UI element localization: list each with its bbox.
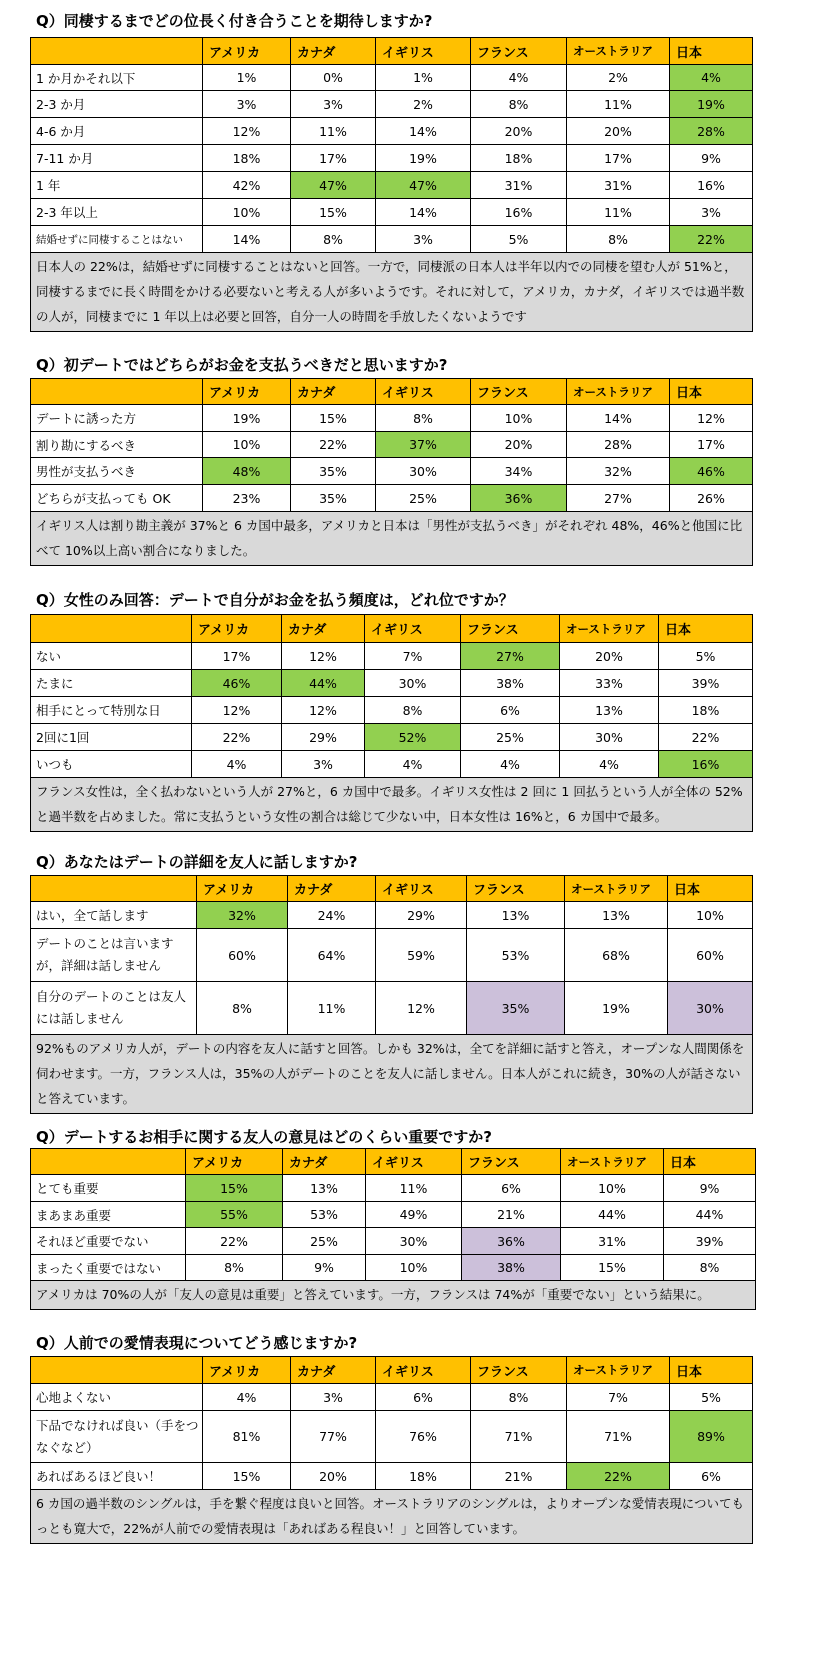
col-japan: 日本 xyxy=(670,1357,753,1384)
cell: 71% xyxy=(471,1411,567,1463)
cell: 16% xyxy=(670,172,753,199)
col-usa: アメリカ xyxy=(192,615,282,643)
header-corner xyxy=(31,876,197,902)
row-label: どちらが支払っても OK xyxy=(31,485,203,512)
col-canada: カナダ xyxy=(282,615,365,643)
question-title: Q）初デートではどちらがお金を支払うべきだと思いますか? xyxy=(36,356,448,374)
cell: 44% xyxy=(561,1202,664,1228)
cell: 12% xyxy=(192,697,282,724)
table-row xyxy=(31,145,753,172)
commentary-text: 92%ものアメリカ人が，デートの内容を友人に話すと回答。しかも 32%は，全てを詳細に話すと答え，オープンな人間関係を伺わせます。一方，フランス人は，35%の人がデートのことを友人に話しません。日本人がこれに続き，30%の人が話さないと答えています。 xyxy=(31,1035,753,1114)
cell: 25% xyxy=(461,724,560,751)
col-uk: イギリス xyxy=(376,379,471,405)
commentary-text: イギリス人は割り勘主義が 37%と 6 カ国中最多，アメリカと日本は「男性が支払うべき」がそれぞれ 48%，46%と他国に比べて 10%以上高い割合になりました。 xyxy=(31,512,753,566)
row-label: まったく重要ではない xyxy=(31,1255,186,1281)
cell: 53% xyxy=(467,929,565,982)
cell: 17% xyxy=(291,145,376,172)
cell: 10% xyxy=(471,405,567,432)
cell: 42% xyxy=(203,172,291,199)
cell-highlight: 37% xyxy=(376,432,471,458)
col-france: フランス xyxy=(467,876,565,902)
cell: 76% xyxy=(376,1411,471,1463)
table-row xyxy=(31,902,753,929)
cell: 39% xyxy=(659,670,753,697)
header-corner xyxy=(31,379,203,405)
commentary-text: アメリカは 70%の人が「友人の意見は重要」と答えています。一方，フランスは 74%が「重要でない」という結果に。 xyxy=(31,1281,756,1310)
row-label: 相手にとって特別な日 xyxy=(31,697,192,724)
cell-highlight: 46% xyxy=(670,458,753,485)
cell: 12% xyxy=(670,405,753,432)
col-canada: カナダ xyxy=(291,1357,376,1384)
cell: 6% xyxy=(461,697,560,724)
cell: 9% xyxy=(670,145,753,172)
cell: 10% xyxy=(366,1255,462,1281)
cell: 23% xyxy=(203,485,291,512)
cell: 19% xyxy=(376,145,471,172)
header-corner xyxy=(31,1357,203,1384)
cell-highlight: 89% xyxy=(670,1411,753,1463)
col-uk: イギリス xyxy=(376,876,467,902)
header-row xyxy=(31,379,753,405)
survey-table xyxy=(30,614,753,832)
header-row xyxy=(31,615,753,643)
cell: 22% xyxy=(186,1228,283,1255)
table-row xyxy=(31,1202,756,1228)
question-title: Q）同棲するまでどの位長く付き合うことを期待しますか? xyxy=(36,12,433,30)
col-usa: アメリカ xyxy=(203,379,291,405)
cell: 30% xyxy=(560,724,659,751)
cell: 60% xyxy=(668,929,753,982)
note-row xyxy=(31,1281,756,1310)
row-label: 男性が支払うべき xyxy=(31,458,203,485)
cell: 30% xyxy=(366,1228,462,1255)
cell: 2% xyxy=(567,65,670,91)
cell: 5% xyxy=(670,1384,753,1411)
cell: 1% xyxy=(203,65,291,91)
cell: 19% xyxy=(203,405,291,432)
cell: 5% xyxy=(659,643,753,670)
cell: 4% xyxy=(560,751,659,778)
col-japan: 日本 xyxy=(670,379,753,405)
cell-highlight: 22% xyxy=(670,226,753,253)
cell: 4% xyxy=(461,751,560,778)
cell: 25% xyxy=(376,485,471,512)
row-label: 2回に1回 xyxy=(31,724,192,751)
row-label: 下品でなければ良い（手をつなぐなど） xyxy=(31,1411,203,1463)
cell: 13% xyxy=(560,697,659,724)
row-label: たまに xyxy=(31,670,192,697)
cell-highlight: 36% xyxy=(462,1228,561,1255)
question-title: Q）女性のみ回答：デートで自分がお金を払う頻度は，どれ位ですか？ xyxy=(36,591,514,609)
cell: 14% xyxy=(376,199,471,226)
cell-highlight: 47% xyxy=(291,172,376,199)
cell: 60% xyxy=(197,929,288,982)
cell: 39% xyxy=(664,1228,756,1255)
row-label: あればあるほど良い！ xyxy=(31,1463,203,1490)
cell: 6% xyxy=(462,1175,561,1202)
cell: 34% xyxy=(471,458,567,485)
col-france: フランス xyxy=(471,379,567,405)
cell: 4% xyxy=(203,1384,291,1411)
col-uk: イギリス xyxy=(366,1149,462,1175)
col-france: フランス xyxy=(471,38,567,65)
cell: 14% xyxy=(567,405,670,432)
cell: 10% xyxy=(203,432,291,458)
cell: 22% xyxy=(291,432,376,458)
cell-highlight: 55% xyxy=(186,1202,283,1228)
row-label: デートに誘った方 xyxy=(31,405,203,432)
col-usa: アメリカ xyxy=(197,876,288,902)
cell: 8% xyxy=(365,697,461,724)
row-label: まあまあ重要 xyxy=(31,1202,186,1228)
cell: 44% xyxy=(664,1202,756,1228)
survey-table xyxy=(30,1148,756,1310)
commentary-text: 6 カ国の過半数のシングルは，手を繋ぐ程度は良いと回答。オーストラリアのシングルは，よりオープンな愛情表現についてもっとも寛大で，22%が人前での愛情表現は「あればある程良い！」と回答しています。 xyxy=(31,1490,753,1544)
header-corner xyxy=(31,38,203,65)
row-label: それほど重要でない xyxy=(31,1228,186,1255)
row-label: 2-3 年以上 xyxy=(31,199,203,226)
table-row xyxy=(31,199,753,226)
cell-highlight: 38% xyxy=(462,1255,561,1281)
row-label: はい，全て話します xyxy=(31,902,197,929)
col-france: フランス xyxy=(471,1357,567,1384)
cell: 18% xyxy=(203,145,291,172)
cell: 6% xyxy=(670,1463,753,1490)
row-label: いつも xyxy=(31,751,192,778)
row-label: 1 年 xyxy=(31,172,203,199)
cell-highlight: 35% xyxy=(467,982,565,1035)
cell: 3% xyxy=(291,91,376,118)
cell: 12% xyxy=(376,982,467,1035)
note-row xyxy=(31,778,753,832)
survey-table xyxy=(30,875,753,1114)
cell: 8% xyxy=(664,1255,756,1281)
cell: 68% xyxy=(565,929,668,982)
row-label: 2-3 か月 xyxy=(31,91,203,118)
cell: 53% xyxy=(283,1202,366,1228)
cell: 4% xyxy=(192,751,282,778)
cell-highlight: 46% xyxy=(192,670,282,697)
cell: 30% xyxy=(376,458,471,485)
col-australia: オーストラリア xyxy=(567,379,670,405)
survey-table xyxy=(30,378,753,566)
cell: 27% xyxy=(567,485,670,512)
cell: 20% xyxy=(291,1463,376,1490)
cell: 1% xyxy=(376,65,471,91)
cell-highlight: 47% xyxy=(376,172,471,199)
survey-table xyxy=(30,37,753,332)
cell: 22% xyxy=(659,724,753,751)
col-japan: 日本 xyxy=(668,876,753,902)
cell: 31% xyxy=(567,172,670,199)
cell-highlight: 15% xyxy=(186,1175,283,1202)
row-label: 1 か月かそれ以下 xyxy=(31,65,203,91)
note-row xyxy=(31,1035,753,1114)
cell: 19% xyxy=(565,982,668,1035)
cell: 20% xyxy=(560,643,659,670)
cell: 32% xyxy=(567,458,670,485)
note-row xyxy=(31,253,753,332)
cell-highlight: 48% xyxy=(203,458,291,485)
cell: 30% xyxy=(365,670,461,697)
cell: 18% xyxy=(376,1463,471,1490)
cell: 15% xyxy=(291,405,376,432)
col-australia: オーストラリア xyxy=(561,1149,664,1175)
col-japan: 日本 xyxy=(670,38,753,65)
note-row xyxy=(31,512,753,566)
cell-highlight: 27% xyxy=(461,643,560,670)
cell: 14% xyxy=(376,118,471,145)
table-row xyxy=(31,405,753,432)
table-row xyxy=(31,118,753,145)
cell-highlight: 19% xyxy=(670,91,753,118)
header-corner xyxy=(31,615,192,643)
table-row xyxy=(31,226,753,253)
cell: 21% xyxy=(471,1463,567,1490)
commentary-text: フランス女性は，全く払わないという人が 27%と，6 カ国中で最多。イギリス女性は 2 回に 1 回払うという人が全体の 52%と過半数を占めました。常に支払うという女性の割合は総じて少ない中，日本女性は 16%と，6 カ国中で最多。 xyxy=(31,778,753,832)
cell: 29% xyxy=(376,902,467,929)
col-canada: カナダ xyxy=(283,1149,366,1175)
col-uk: イギリス xyxy=(376,38,471,65)
table-row xyxy=(31,1411,753,1463)
table-row xyxy=(31,751,753,778)
cell-highlight: 22% xyxy=(567,1463,670,1490)
cell: 29% xyxy=(282,724,365,751)
col-australia: オーストラリア xyxy=(565,876,668,902)
row-label: 自分のデートのことは友人には話しません xyxy=(31,982,197,1035)
note-row xyxy=(31,1490,753,1544)
cell: 6% xyxy=(376,1384,471,1411)
cell: 24% xyxy=(288,902,376,929)
col-france: フランス xyxy=(461,615,560,643)
row-label: 結婚せずに同棲することはない xyxy=(31,226,203,253)
cell: 14% xyxy=(203,226,291,253)
cell: 38% xyxy=(461,670,560,697)
cell: 12% xyxy=(203,118,291,145)
table-row xyxy=(31,724,753,751)
header-row xyxy=(31,876,753,902)
cell: 21% xyxy=(462,1202,561,1228)
table-row xyxy=(31,697,753,724)
cell: 77% xyxy=(291,1411,376,1463)
cell: 71% xyxy=(567,1411,670,1463)
row-label: とても重要 xyxy=(31,1175,186,1202)
cell: 17% xyxy=(192,643,282,670)
cell: 12% xyxy=(282,697,365,724)
header-row xyxy=(31,38,753,65)
cell-highlight: 4% xyxy=(670,65,753,91)
cell: 18% xyxy=(471,145,567,172)
table-row xyxy=(31,643,753,670)
table-row xyxy=(31,670,753,697)
cell: 28% xyxy=(567,432,670,458)
cell: 7% xyxy=(365,643,461,670)
table-row xyxy=(31,1463,753,1490)
col-usa: アメリカ xyxy=(203,1357,291,1384)
cell: 11% xyxy=(366,1175,462,1202)
cell: 25% xyxy=(283,1228,366,1255)
col-australia: オーストラリア xyxy=(560,615,659,643)
cell: 26% xyxy=(670,485,753,512)
cell: 20% xyxy=(471,118,567,145)
cell: 8% xyxy=(471,1384,567,1411)
cell: 10% xyxy=(668,902,753,929)
cell: 20% xyxy=(567,118,670,145)
cell-highlight: 52% xyxy=(365,724,461,751)
cell: 9% xyxy=(283,1255,366,1281)
cell: 11% xyxy=(567,91,670,118)
table-row xyxy=(31,1384,753,1411)
cell: 18% xyxy=(659,697,753,724)
cell: 8% xyxy=(186,1255,283,1281)
cell: 2% xyxy=(376,91,471,118)
cell: 17% xyxy=(567,145,670,172)
cell: 8% xyxy=(197,982,288,1035)
cell: 31% xyxy=(471,172,567,199)
cell: 17% xyxy=(670,432,753,458)
cell: 64% xyxy=(288,929,376,982)
col-japan: 日本 xyxy=(659,615,753,643)
col-australia: オーストラリア xyxy=(567,38,670,65)
table-row xyxy=(31,432,753,458)
cell: 15% xyxy=(561,1255,664,1281)
header-corner xyxy=(31,1149,186,1175)
question-title: Q）あなたはデートの詳細を友人に話しますか? xyxy=(36,853,358,871)
cell-highlight: 30% xyxy=(668,982,753,1035)
cell: 33% xyxy=(560,670,659,697)
row-label: デートのことは言いますが，詳細は話しません xyxy=(31,929,197,982)
cell-highlight: 28% xyxy=(670,118,753,145)
cell: 3% xyxy=(291,1384,376,1411)
cell: 13% xyxy=(467,902,565,929)
col-france: フランス xyxy=(462,1149,561,1175)
cell: 35% xyxy=(291,458,376,485)
cell: 10% xyxy=(561,1175,664,1202)
row-label: 割り勘にするべき xyxy=(31,432,203,458)
cell: 35% xyxy=(291,485,376,512)
question-title: Q）人前での愛情表現についてどう感じますか? xyxy=(36,1334,358,1352)
cell: 11% xyxy=(291,118,376,145)
row-label: 心地よくない xyxy=(31,1384,203,1411)
header-row xyxy=(31,1149,756,1175)
cell: 3% xyxy=(670,199,753,226)
cell: 22% xyxy=(192,724,282,751)
cell: 20% xyxy=(471,432,567,458)
table-row xyxy=(31,1255,756,1281)
table-row xyxy=(31,485,753,512)
cell: 3% xyxy=(282,751,365,778)
col-uk: イギリス xyxy=(365,615,461,643)
cell: 0% xyxy=(291,65,376,91)
cell-highlight: 44% xyxy=(282,670,365,697)
col-canada: カナダ xyxy=(291,38,376,65)
col-canada: カナダ xyxy=(291,379,376,405)
cell: 3% xyxy=(376,226,471,253)
cell: 15% xyxy=(291,199,376,226)
cell: 11% xyxy=(567,199,670,226)
col-uk: イギリス xyxy=(376,1357,471,1384)
table-row xyxy=(31,929,753,982)
cell: 13% xyxy=(283,1175,366,1202)
survey-table xyxy=(30,1356,753,1544)
table-row xyxy=(31,1175,756,1202)
commentary-text: 日本人の 22%は，結婚せずに同棲することはないと回答。一方で，同棲派の日本人は半年以内での同棲を望む人が 51%と，同棲するまでに長く時間をかける必要ないと考える人が多いようです。それに対して，アメリカ，カナダ，イギリスでは過半数の人が，同棲までに 1 年以上は必要と回答，自分一人の時間を手放したくないようです xyxy=(31,253,753,332)
cell: 3% xyxy=(203,91,291,118)
cell: 4% xyxy=(365,751,461,778)
cell: 59% xyxy=(376,929,467,982)
cell: 81% xyxy=(203,1411,291,1463)
cell: 8% xyxy=(471,91,567,118)
cell: 31% xyxy=(561,1228,664,1255)
question-title: Q）デートするお相手に関する友人の意見はどのくらい重要ですか? xyxy=(36,1128,493,1146)
col-australia: オーストラリア xyxy=(567,1357,670,1384)
table-row xyxy=(31,982,753,1035)
col-usa: アメリカ xyxy=(186,1149,283,1175)
cell: 4% xyxy=(471,65,567,91)
header-row xyxy=(31,1357,753,1384)
cell: 16% xyxy=(471,199,567,226)
table-row xyxy=(31,91,753,118)
row-label: ない xyxy=(31,643,192,670)
table-row xyxy=(31,65,753,91)
cell: 7% xyxy=(567,1384,670,1411)
row-label: 7-11 か月 xyxy=(31,145,203,172)
cell: 11% xyxy=(288,982,376,1035)
cell-highlight: 16% xyxy=(659,751,753,778)
cell-highlight: 32% xyxy=(197,902,288,929)
row-label: 4-6 か月 xyxy=(31,118,203,145)
table-row xyxy=(31,1228,756,1255)
cell: 12% xyxy=(282,643,365,670)
cell: 15% xyxy=(203,1463,291,1490)
table-row xyxy=(31,458,753,485)
cell: 49% xyxy=(366,1202,462,1228)
cell: 8% xyxy=(567,226,670,253)
cell: 8% xyxy=(376,405,471,432)
cell: 5% xyxy=(471,226,567,253)
table-row xyxy=(31,172,753,199)
col-canada: カナダ xyxy=(288,876,376,902)
col-usa: アメリカ xyxy=(203,38,291,65)
col-japan: 日本 xyxy=(664,1149,756,1175)
cell: 8% xyxy=(291,226,376,253)
cell: 10% xyxy=(203,199,291,226)
cell: 9% xyxy=(664,1175,756,1202)
cell-highlight: 36% xyxy=(471,485,567,512)
cell: 13% xyxy=(565,902,668,929)
